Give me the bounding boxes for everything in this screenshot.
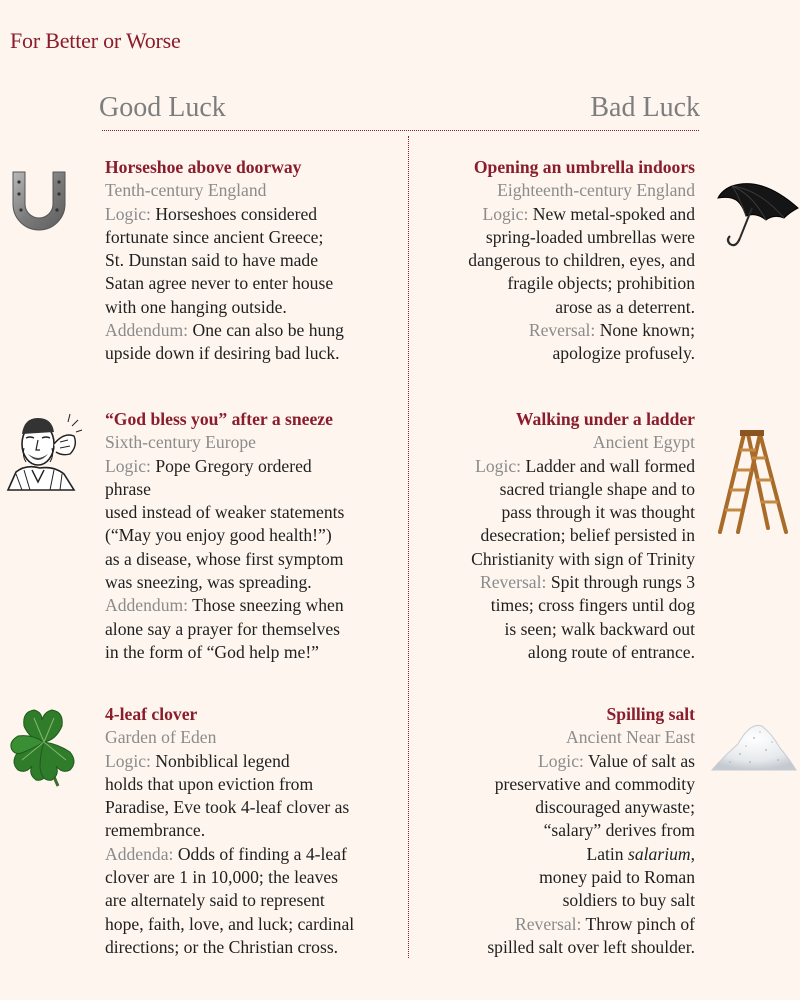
entry-text: as a disease, whose first symptom [105,548,344,569]
addendum-label: Addendum: [105,595,189,616]
umbrella-icon [712,178,800,252]
entry-text: sacred triangle shape and to [499,478,695,499]
entry-text: apologize profusely. [552,343,695,364]
entry-text: Ladder and wall formed [525,455,695,476]
entry-text: clover are 1 in 10,000; the leaves [105,867,339,888]
entry-text: Latin [586,843,624,864]
sneezing-man-icon [2,408,84,492]
entry-clover [105,703,405,959]
entry-text: directions; or the Christian cross. [105,936,339,957]
entry-text: alone say a prayer for themselves [105,618,340,639]
header-divider [102,130,699,131]
logic-label: Logic: [105,455,151,476]
entry-title: 4-leaf clover [105,704,198,724]
entry-text: money paid to Roman [539,867,695,888]
entry-text: in the form of “God help me!” [105,641,319,662]
entry-origin: Garden of Eden [105,727,217,748]
entry-text: Satan agree never to enter house [105,273,334,294]
entry-horseshoe [105,156,405,366]
entry-text: Odds of finding a 4-leaf [177,843,347,864]
entry-text: pass through it was thought [501,502,695,523]
entry-text: remembrance. [105,820,206,841]
entry-text: New metal-spoked and [532,203,695,224]
entry-title: “God bless you” after a sneeze [105,409,333,429]
entry-text: soldiers to buy salt [562,890,695,911]
entry-origin: Tenth-century England [105,180,267,201]
entry-text: used instead of weaker statements [105,502,345,523]
addendum-label: Addendum: [105,320,189,341]
entry-text: desecration; belief persisted in [480,525,695,546]
entry-origin: Eighteenth-century England [497,180,695,201]
entry-salt [395,703,695,959]
entry-text: Throw pinch of [585,913,695,934]
entry-title: Spilling salt [606,704,695,724]
entry-text: phrase [105,478,151,499]
entry-text: Spit through rungs 3 [550,572,695,593]
entry-text: Nonbiblical legend [155,750,290,771]
entry-text: upside down if desiring bad luck. [105,343,340,364]
entry-text: spring-loaded umbrellas were [485,226,695,247]
bad-luck-header: Bad Luck [590,92,700,123]
entry-origin: Ancient Egypt [592,432,695,453]
entry-title: Horseshoe above doorway [105,157,302,177]
salt-pile-icon [710,716,798,774]
entry-text: spilled salt over left shoulder. [487,936,695,957]
entry-text: along route of entrance. [527,641,695,662]
reversal-label: Reversal: [515,913,582,934]
entry-text: Christianity with sign of Trinity [471,548,695,569]
logic-label: Logic: [537,750,584,771]
entry-text: preservative and commodity [494,773,695,794]
logic-label: Logic: [482,203,529,224]
entry-text: Paradise, Eve took 4-leaf clover as [105,797,350,818]
ladder-icon [714,428,792,536]
entry-text: Pope Gregory ordered [155,455,312,476]
horseshoe-icon [5,168,73,240]
entry-text: Horseshoes considered [155,203,318,224]
reversal-label: Reversal: [479,572,547,593]
entry-text: dangerous to children, eyes, and [468,250,695,271]
entry-text: with one hanging outside. [105,296,287,317]
entry-title: Walking under a ladder [515,409,695,429]
four-leaf-clover-icon [8,704,80,790]
entry-umbrella [395,156,695,366]
entry-origin: Ancient Near East [566,727,695,748]
entry-text: Value of salt as [588,750,695,771]
entry-text: Those sneezing when [192,595,344,616]
good-luck-header: Good Luck [99,92,226,123]
reversal-label: Reversal: [528,320,596,341]
entry-text: discouraged anywaste; [535,797,695,818]
page-title: For Better or Worse [10,28,181,53]
entry-text: holds that upon eviction from [105,773,314,794]
entry-text: , [690,843,695,864]
entry-text: times; cross fingers until dog [490,595,695,616]
entry-text: None known; [599,320,695,341]
entry-text: “salary” derives from [543,820,695,841]
entry-text: is seen; walk backward out [504,618,695,639]
entry-text: fragile objects; prohibition [507,273,695,294]
logic-label: Logic: [475,455,522,476]
entry-text: are alternately said to represent [105,890,325,911]
logic-label: Logic: [105,750,151,771]
entry-text: fortunate since ancient Greece; [105,226,324,247]
entry-origin: Sixth-century Europe [105,432,256,453]
entry-text: hope, faith, love, and luck; cardinal [105,913,355,934]
addenda-label: Addenda: [105,843,174,864]
logic-label: Logic: [105,203,151,224]
entry-text: (“May you enjoy good health!”) [105,525,332,546]
entry-text: One can also be hung [192,320,344,341]
entry-sneeze [105,408,405,664]
entry-text: St. Dunstan said to have made [105,250,319,271]
entry-text-italic: salarium [628,843,691,864]
entry-title: Opening an umbrella indoors [473,157,695,177]
entry-ladder [395,408,695,664]
entry-text: arose as a deterrent. [555,296,695,317]
entry-text: was sneezing, was spreading. [105,572,312,593]
